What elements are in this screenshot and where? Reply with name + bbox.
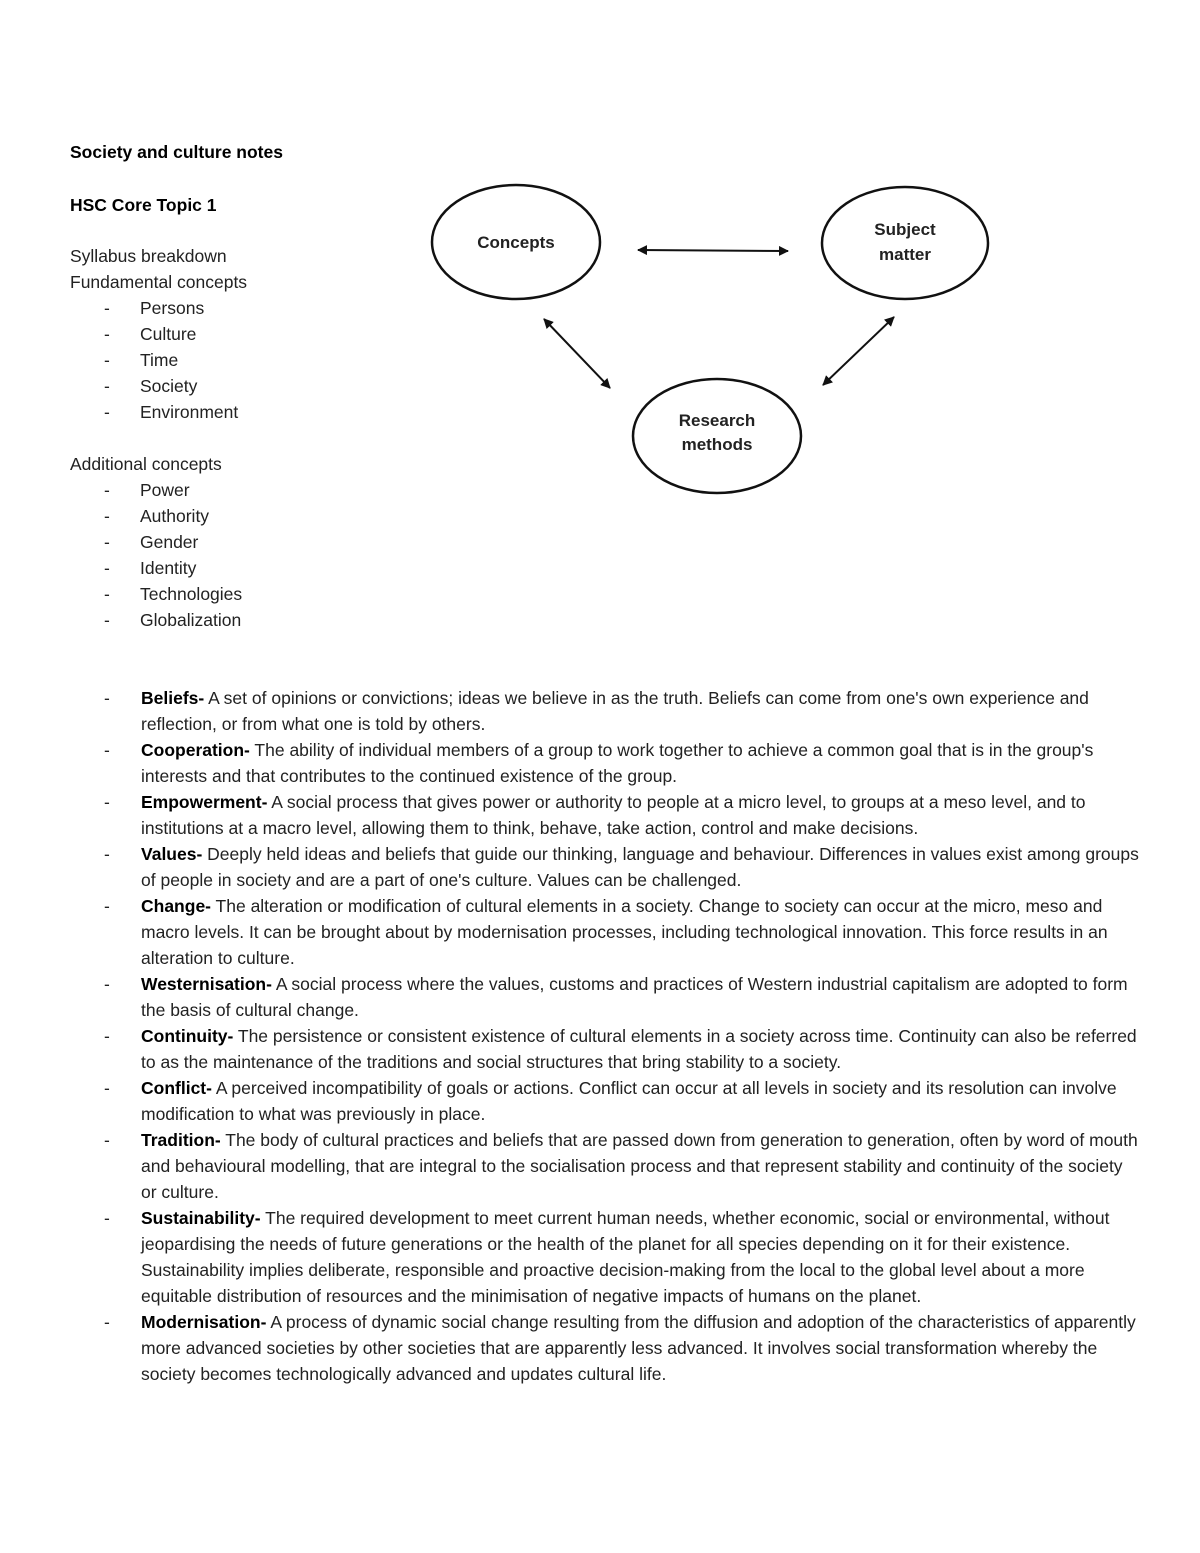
definition-term: Sustainability- — [141, 1208, 261, 1228]
definition-text: A perceived incompatibility of goals or actions. Conflict can occur at all levels in society and its resolution can involve modification to what was previously in place. — [141, 1078, 1117, 1124]
definition-term: Change- — [141, 896, 211, 916]
definition-text: A social process that gives power or authority to people at a micro level, to groups at a meso level, and to institutions at a macro level, allowing them to think, behave, take action, control and make decisions. — [141, 792, 1086, 838]
definition-term: Tradition- — [141, 1130, 221, 1150]
definition-term: Continuity- — [141, 1026, 234, 1046]
list-dash: - — [104, 1208, 110, 1228]
list-dash: - — [104, 532, 110, 552]
definition-term: Modernisation- — [141, 1312, 267, 1332]
definition-term: Westernisation- — [141, 974, 272, 994]
additional-concepts-list — [70, 477, 242, 633]
list-dash: - — [104, 844, 110, 864]
list-dash: - — [104, 402, 110, 422]
definition-item — [70, 1075, 1140, 1127]
definitions-list — [70, 685, 1140, 1387]
list-item-label: Identity — [140, 558, 197, 578]
list-dash: - — [104, 1130, 110, 1150]
concepts-diagram — [420, 180, 1020, 500]
syllabus-label: Syllabus breakdown — [70, 246, 227, 266]
list-dash: - — [104, 896, 110, 916]
definition-term: Empowerment- — [141, 792, 268, 812]
definition-text: The persistence or consistent existence of cultural elements in a society across time. Continuity can also be referred to as the maintenance of the traditions and social structures that bring stability to a society. — [141, 1026, 1137, 1072]
list-item-label: Culture — [140, 324, 197, 344]
concepts-label: Concepts — [477, 233, 555, 252]
list-item — [70, 399, 238, 425]
list-item — [70, 555, 242, 581]
subject-matter-ellipse — [822, 187, 988, 299]
definition-item — [70, 971, 1140, 1023]
list-item-label: Power — [140, 480, 190, 500]
list-dash: - — [104, 558, 110, 578]
definition-term: Conflict- — [141, 1078, 212, 1098]
list-item-label: Gender — [140, 532, 199, 552]
list-item — [70, 503, 242, 529]
list-dash: - — [104, 298, 110, 318]
list-item-label: Authority — [140, 506, 210, 526]
definition-text: The ability of individual members of a group to work together to achieve a common goal that is in the group's interests and that contributes to the continued existence of the group. — [141, 740, 1094, 786]
page-title: Society and culture notes — [70, 142, 283, 162]
list-dash: - — [104, 740, 110, 760]
list-item — [70, 607, 242, 633]
arrow-concepts-subject — [638, 250, 788, 251]
list-item — [70, 581, 242, 607]
page-subtitle: HSC Core Topic 1 — [70, 195, 217, 215]
list-dash: - — [104, 584, 110, 604]
definition-text: The alteration or modification of cultural elements in a society. Change to society can occur at the micro, meso and macro levels. It can be brought about by modernisation processes, including technological innovation. This force results in an alteration to culture. — [141, 896, 1108, 968]
list-item — [70, 477, 242, 503]
definition-item — [70, 1309, 1140, 1387]
subject-matter-node — [822, 187, 988, 299]
definition-item — [70, 685, 1140, 737]
list-dash: - — [104, 376, 110, 396]
fundamental-concepts-list — [70, 295, 238, 425]
arrow-subject-research — [823, 317, 894, 385]
list-item — [70, 321, 238, 347]
list-dash: - — [104, 506, 110, 526]
list-item-label: Globalization — [140, 610, 242, 630]
definition-item — [70, 789, 1140, 841]
list-dash: - — [104, 1026, 110, 1046]
list-dash: - — [104, 688, 110, 708]
list-item-label: Persons — [140, 298, 205, 318]
definition-item — [70, 1205, 1140, 1309]
definition-text: A set of opinions or convictions; ideas we believe in as the truth. Beliefs can come from one's own experience and reflection, or from what one is told by others. — [141, 688, 1089, 734]
list-item-label: Environment — [140, 402, 239, 422]
list-item-label: Technologies — [140, 584, 243, 604]
definition-term: Cooperation- — [141, 740, 250, 760]
subject-matter-label-line2: matter — [879, 245, 931, 264]
list-item — [70, 373, 238, 399]
definition-item — [70, 1023, 1140, 1075]
subject-matter-label-line1: Subject — [874, 220, 936, 239]
list-item-label: Time — [140, 350, 179, 370]
definition-text: The required development to meet current human needs, whether economic, social or environmental, without jeopardising the needs of future generations or the health of the planet for all species depending on it for their existence. Sustainability implies deliberate, responsible and proactive decision-making from the local to the global level about a more equitable distribution of resources and the minimisation of negative impacts of humans on the planet. — [141, 1208, 1110, 1306]
definition-item — [70, 893, 1140, 971]
definition-term: Beliefs- — [141, 688, 205, 708]
definition-text: Deeply held ideas and beliefs that guide our thinking, language and behaviour. Differences in values exist among groups of people in society and are a part of one's culture. Values can be challenged. — [141, 844, 1139, 890]
list-dash: - — [104, 792, 110, 812]
arrow-concepts-research — [544, 319, 610, 388]
list-dash: - — [104, 1312, 110, 1332]
list-dash: - — [104, 610, 110, 630]
list-item — [70, 295, 238, 321]
definition-text: A social process where the values, customs and practices of Western industrial capitalism are adopted to form the basis of cultural change. — [141, 974, 1128, 1020]
list-item-label: Society — [140, 376, 198, 396]
list-item — [70, 347, 238, 373]
definition-text: The body of cultural practices and beliefs that are passed down from generation to generation, often by word of mouth and behavioural modelling, that are integral to the socialisation process and that represent stability and continuity of the society or culture. — [141, 1130, 1138, 1202]
fundamental-heading: Fundamental concepts — [70, 272, 248, 292]
definition-item — [70, 737, 1140, 789]
list-dash: - — [104, 1078, 110, 1098]
research-methods-label-line1: Research — [678, 411, 756, 430]
research-methods-label-line2: methods — [681, 435, 753, 454]
list-dash: - — [104, 324, 110, 344]
list-item — [70, 529, 242, 555]
concepts-node — [432, 185, 600, 299]
definition-term: Values- — [141, 844, 203, 864]
list-dash: - — [104, 480, 110, 500]
research-methods-node — [633, 379, 801, 493]
definition-item — [70, 841, 1140, 893]
definition-item — [70, 1127, 1140, 1205]
list-dash: - — [104, 350, 110, 370]
additional-heading: Additional concepts — [70, 454, 222, 474]
list-dash: - — [104, 974, 110, 994]
definition-text: A process of dynamic social change resulting from the diffusion and adoption of the characteristics of apparently more advanced societies by other societies that are apparently less advanced. It involves social transformation whereby the society becomes technologically advanced and updates cultural life. — [141, 1312, 1136, 1384]
